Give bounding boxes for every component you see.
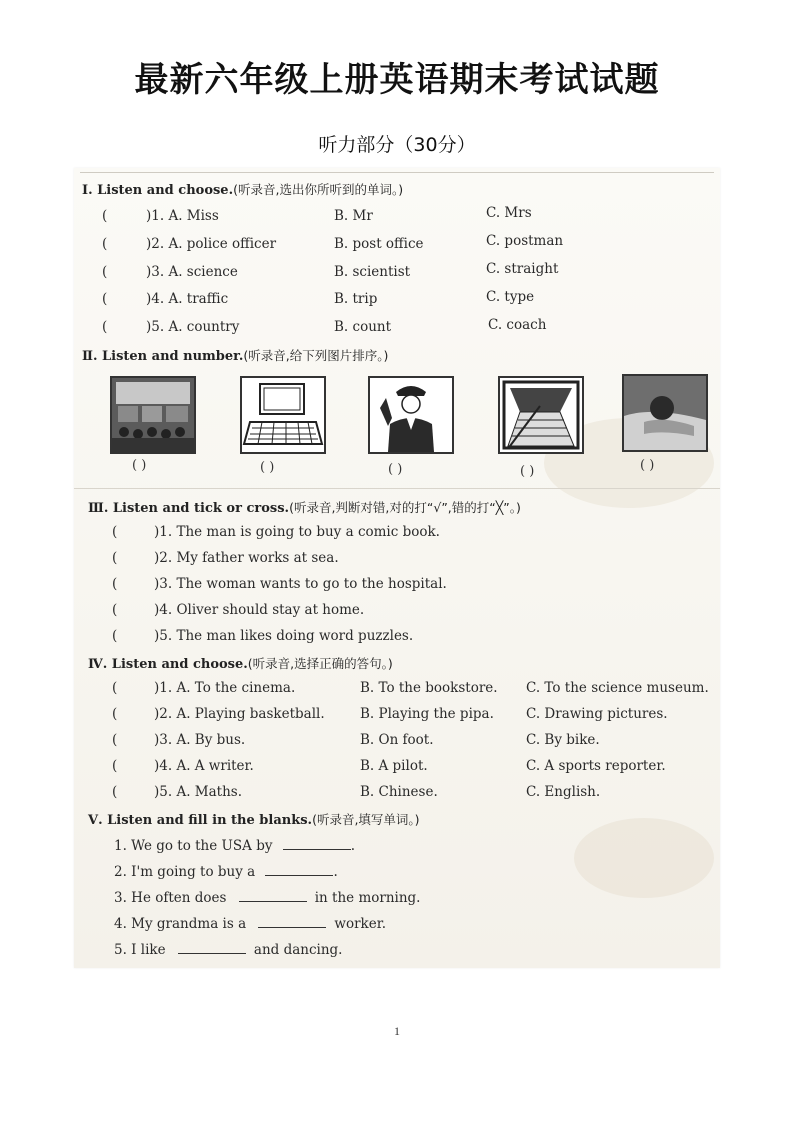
scanned-exam-sheet: Ⅰ. Listen and choose.(听录音,选出你所听到的单词。) ( )1. A. Miss B. Mr C. Mrs ( )2. A. police officer B. post office C. postman ( )3. A. science B. scientist C. straight ( )4. A. traffic B. trip C. type ( )5. A. country B. count C. coach Ⅱ. Listen and number.(听录音,给下列图片排序。) ( ) ( ) ( ) ( ) ( ) Ⅲ. Listen and tick or cross.(听录音,判断对错,对的打“√”,错的打“╳”。) ( )1. The man is going to buy a comic book. ( )2. My father works at sea. ( )3. The woman wants to go to the hospital. ( )4. Oliver should stay at home. ( )5. The man likes doing word puzzles. Ⅳ. Listen and choose.(听录音,选择正确的答句。) ( )1. A. To the cinema. B. To the bookstore. C. To the science museum. ( )2. A. Playing basketball. B. Playing the pipa. C. Drawing pictures. ( )3. A. By bus. B. On foot. C. By bike. ( )4. A. A writer. B. A pilot. C. A sports reporter. ( )5. A. Maths. B. Chinese. C. English. Ⅴ. Listen and fill in the blanks.(听录音,填写单词。) 1. We go to the USA by . 2. I'm going to buy a . 3. He often does in the morning. 4. My grandma is a worker. 5. I like and dancing. <box>74 168 720 968</box>
picture-2-blank[interactable]: ( ) <box>260 460 275 475</box>
section-5-item-1: 1. We go to the USA by . <box>114 838 356 854</box>
section-3-heading: Ⅲ. Listen and tick or cross.(听录音,判断对错,对的打“√”,错的打“╳”。) <box>88 500 521 516</box>
page-subtitle: 听力部分（30分） <box>318 134 476 156</box>
picture-1-blank[interactable]: ( ) <box>132 458 147 473</box>
fill-blank-3[interactable] <box>239 901 307 902</box>
section-4-heading: Ⅳ. Listen and choose.(听录音,选择正确的答句。) <box>88 656 393 672</box>
page-number: 1 <box>394 1024 400 1038</box>
picture-5-blank[interactable]: ( ) <box>640 458 655 473</box>
fill-blank-5[interactable] <box>178 953 246 954</box>
fill-blank-4[interactable] <box>258 927 326 928</box>
section-5-item-3: 3. He often does in the morning. <box>114 890 421 906</box>
fill-blank-2[interactable] <box>265 875 333 876</box>
paper-stain <box>574 818 714 898</box>
police-officer-picture <box>368 376 454 454</box>
top-rule <box>80 172 714 173</box>
cinema-picture <box>110 376 196 454</box>
section-5-heading: Ⅴ. Listen and fill in the blanks.(听录音,填写单词。) <box>88 812 420 828</box>
page-title: 最新六年级上册英语期末考试试题 <box>134 60 660 100</box>
section-2-heading: Ⅱ. Listen and number.(听录音,给下列图片排序。) <box>82 348 389 364</box>
sleeping-picture <box>622 374 708 452</box>
picture-4-blank[interactable]: ( ) <box>520 464 535 479</box>
section-5-item-5: 5. I like and dancing. <box>114 942 343 958</box>
section-divider <box>74 488 720 489</box>
fill-blank-1[interactable] <box>283 849 351 850</box>
picture-3-blank[interactable]: ( ) <box>388 462 403 477</box>
section-1-heading: Ⅰ. Listen and choose.(听录音,选出你所听到的单词。) <box>82 182 404 198</box>
section-5-item-4: 4. My grandma is a worker. <box>114 916 386 932</box>
computer-picture <box>240 376 326 454</box>
section-5-item-2: 2. I'm going to buy a . <box>114 864 338 880</box>
subway-picture <box>498 376 584 454</box>
